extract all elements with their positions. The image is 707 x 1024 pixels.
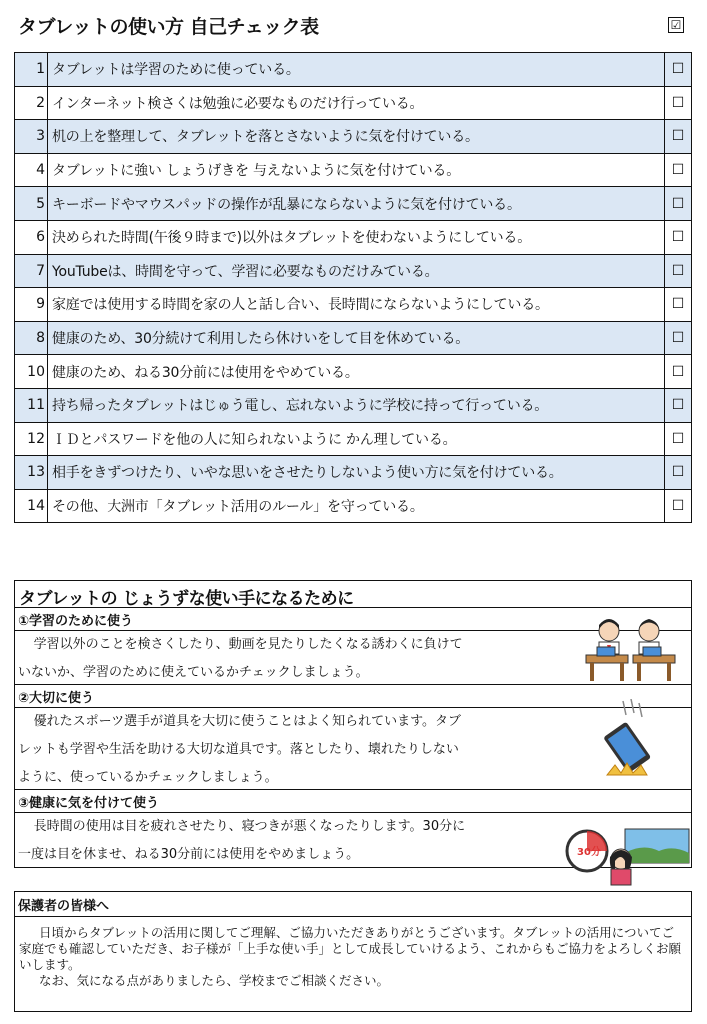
checklist-text: タブレットは学習のために使っている。 — [48, 53, 665, 87]
checklist-text: 相手をきずつけたり、いやな思いをさせたりしないよう使い方に気を付けている。 — [48, 456, 665, 490]
checklist-number: 8 — [15, 321, 48, 355]
section-3-label: ③健康に気を付けて使う — [18, 796, 160, 811]
checklist-number: 1 — [15, 53, 48, 87]
checklist-row — [15, 254, 692, 288]
students-studying-illustration — [581, 611, 681, 683]
checklist-checkbox[interactable]: ☐ — [665, 220, 692, 254]
checklist-checkbox[interactable]: ☐ — [665, 321, 692, 355]
checklist-checkbox[interactable]: ☐ — [665, 187, 692, 221]
checklist-checkbox[interactable]: ☐ — [665, 254, 692, 288]
checklist-checkbox[interactable]: ☐ — [665, 120, 692, 154]
section-2-label: ②大切に使う — [18, 691, 95, 706]
checklist-text: ＩＤとパスワードを他の人に知られないように かん理している。 — [48, 422, 665, 456]
section-2-text — [18, 708, 548, 792]
checklist-text: 机の上を整理して、タブレットを落とさないように気を付けている。 — [48, 120, 665, 154]
checklist-number: 7 — [15, 254, 48, 288]
checklist-row — [15, 120, 692, 154]
page-title: タブレットの使い方 自己チェック表 — [18, 16, 319, 38]
clock-label: 30分 — [577, 847, 601, 858]
checklist-row — [15, 153, 692, 187]
checklist-row — [15, 86, 692, 120]
self-check-table — [14, 52, 692, 523]
section-2-header — [15, 684, 691, 708]
checklist-row — [15, 489, 692, 523]
guardians-paragraph-2: なお、気になる点がありましたら、学校までご相談ください。 — [39, 973, 390, 988]
checklist-row — [15, 53, 692, 87]
checklist-text: 家庭では使用する時間を家の人と話し合い、長時間にならないようにしている。 — [48, 288, 665, 322]
good-user-section — [14, 580, 692, 868]
guardians-body — [19, 925, 685, 989]
checklist-text: 健康のため、ねる30分前には使用をやめている。 — [48, 355, 665, 389]
checklist-row — [15, 388, 692, 422]
section-2-line-3: ように、使っているかチェックしましょう。 — [18, 770, 278, 785]
checklist-text: その他、大洲市「タブレット活用のルール」を守っている。 — [48, 489, 665, 523]
section-2-line-1: 優れたスポーツ選手が道具を大切に使うことはよく知られています。タブ — [33, 714, 462, 729]
checklist-text: 持ち帰ったタブレットはじゅう電し、忘れないように学校に持って行っている。 — [48, 388, 665, 422]
checklist-checkbox[interactable]: ☐ — [665, 388, 692, 422]
good-user-title: タブレットの じょうずな使い手になるために — [19, 589, 354, 609]
checklist-row — [15, 456, 692, 490]
checklist-number: 3 — [15, 120, 48, 154]
checklist-number: 9 — [15, 288, 48, 322]
checklist-checkbox[interactable]: ☐ — [665, 288, 692, 322]
checklist-row — [15, 187, 692, 221]
guardians-notice — [14, 891, 692, 1012]
checklist-number: 2 — [15, 86, 48, 120]
checklist-row — [15, 355, 692, 389]
guardians-title: 保護者の皆様へ — [18, 899, 110, 914]
checklist-checkbox[interactable]: ☐ — [665, 355, 692, 389]
checklist-text: YouTubeは、時間を守って、学習に必要なものだけみている。 — [48, 254, 665, 288]
checklist-number: 12 — [15, 422, 48, 456]
checklist-checkbox[interactable]: ☐ — [665, 86, 692, 120]
checklist-number: 6 — [15, 220, 48, 254]
checklist-text: タブレットに強い しょうげきを 与えないように気を付けている。 — [48, 153, 665, 187]
section-3-line-2: 一度は目を休ませ、ねる30分前には使用をやめましょう。 — [18, 847, 360, 862]
checklist-text: キーボードやマウスパッドの操作が乱暴にならないように気を付けている。 — [48, 187, 665, 221]
checklist-number: 11 — [15, 388, 48, 422]
checklist-row — [15, 220, 692, 254]
section-1-text — [18, 631, 548, 687]
checklist-number: 13 — [15, 456, 48, 490]
section-3-line-1: 長時間の使用は目を疲れさせたり、寝つきが悪くなったりします。30分に — [33, 819, 466, 834]
section-3-text — [18, 813, 548, 869]
section-1-line-1: 学習以外のことを検さくしたり、動画を見たりしたくなる誘わくに負けて — [33, 637, 463, 652]
section-1-label: ①学習のために使う — [18, 614, 134, 629]
checklist-row — [15, 321, 692, 355]
checklist-row — [15, 422, 692, 456]
section-2-line-2: レットも学習や生活を助ける大切な道具です。落としたり、壊れたりしない — [18, 742, 459, 757]
checklist-checkbox[interactable]: ☐ — [665, 153, 692, 187]
section-3-header — [15, 789, 691, 813]
checklist-number: 4 — [15, 153, 48, 187]
checklist-checkbox[interactable]: ☐ — [665, 422, 692, 456]
checklist-checkbox[interactable]: ☐ — [665, 456, 692, 490]
checklist-number: 14 — [15, 489, 48, 523]
checklist-text: 決められた時間(午後９時まで)以外はタブレットを使わないようにしている。 — [48, 220, 665, 254]
checklist-row — [15, 288, 692, 322]
checklist-number: 5 — [15, 187, 48, 221]
dropped-tablet-illustration — [593, 699, 663, 783]
checklist-checkbox[interactable]: ☐ — [665, 53, 692, 87]
header-checkbox[interactable]: ☑ — [668, 17, 684, 33]
guardians-paragraph-1: 日頃からタブレットの活用に関してご理解、ご協力いただきありがとうございます。タブレットの活用についてご家庭でも確認していただき、お子様が「上手な使い手」として成長していけるよう、これからもご協力をよろしくお願いします。 — [19, 925, 682, 972]
checklist-number: 10 — [15, 355, 48, 389]
checklist-text: インターネット検さくは勉強に必要なものだけ行っている。 — [48, 86, 665, 120]
checklist-text: 健康のため、30分続けて利用したら休けいをして目を休めている。 — [48, 321, 665, 355]
checklist-checkbox[interactable]: ☐ — [665, 489, 692, 523]
section-1-line-2: いないか、学習のために使えているかチェックしましょう。 — [18, 665, 369, 680]
